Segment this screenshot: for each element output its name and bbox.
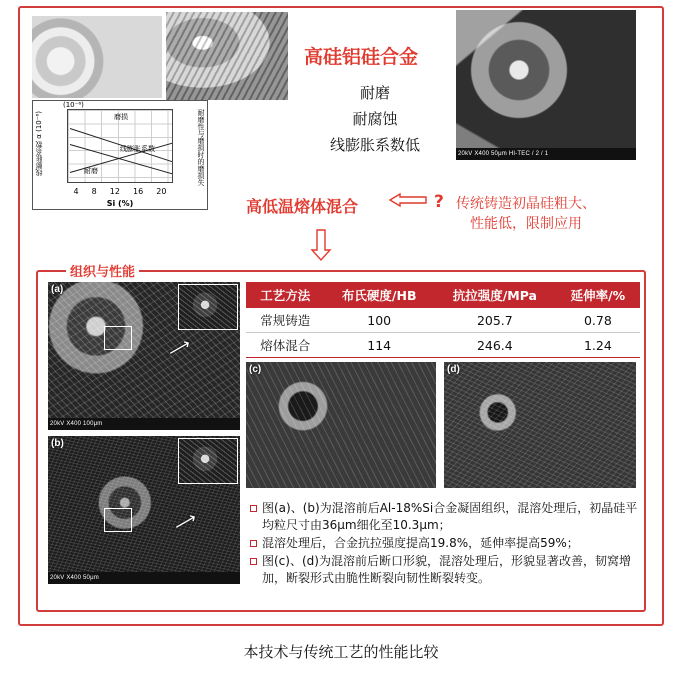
list-item xyxy=(250,553,638,587)
chart-plot-area xyxy=(67,109,173,183)
table-header-row xyxy=(246,282,640,308)
table-cell-hardness: 100 xyxy=(324,308,434,333)
chart-annotation-wear: 磨损 xyxy=(114,113,128,121)
list-item-text: 图(a)、(b)为混溶前后Al-18%Si合金凝固组织，混溶处理后，初晶硅平均粒尺寸由36μm细化至10.3μm； xyxy=(262,501,638,532)
photo-crystal-sem xyxy=(456,10,636,160)
chart-annotation-expansion: 线膨胀系数 xyxy=(120,145,155,153)
chart-exponent: (10⁻⁶) xyxy=(63,101,84,109)
list-item-text: 图(c)、(d)为混溶前后断口形貌，混溶处理后，形貌显著改善，韧窝增加，断裂形式由脆性断裂向韧性断裂转变。 xyxy=(262,554,631,585)
photo-a-label: (a) xyxy=(51,284,64,295)
photo-b-label: (b) xyxy=(51,438,64,449)
table-cell-strength: 205.7 xyxy=(434,308,556,333)
photo-b-roi xyxy=(104,508,132,532)
photo-a-inset xyxy=(178,284,238,330)
chart-xticks xyxy=(67,187,173,196)
list-item xyxy=(250,535,638,552)
chart-annotation-wear-resistance: 耐磨 xyxy=(84,167,98,175)
arrow-down-icon xyxy=(310,228,332,262)
table-row xyxy=(246,333,640,358)
table-header-elongation: 延伸率/% xyxy=(556,282,640,308)
table-header-method: 工艺方法 xyxy=(246,282,324,308)
table-cell-hardness: 114 xyxy=(324,333,434,358)
photo-d xyxy=(444,362,636,488)
chart-xtick: 8 xyxy=(91,187,97,196)
photo-b-inset xyxy=(178,438,238,484)
chart-xtick: 4 xyxy=(73,187,79,196)
page-title: 高硅铝硅合金 xyxy=(304,46,419,68)
findings-list xyxy=(250,500,638,588)
photo-pistons xyxy=(32,16,162,98)
table-cell-elongation: 0.78 xyxy=(556,308,640,333)
table-row xyxy=(246,308,640,333)
photo-a-scalebar: 20kV X400 100μm xyxy=(48,418,240,430)
chart-xtick: 12 xyxy=(109,187,120,196)
chart-ylabel-left: 线膨胀系数 α (10⁻⁶) xyxy=(35,111,43,176)
results-section-legend: 组织与性能 xyxy=(66,261,139,280)
slide-caption: 本技术与传统工艺的性能比较 xyxy=(243,643,439,661)
photo-c-label: (c) xyxy=(249,364,262,375)
traditional-note-line2: 性能低，限制应用 xyxy=(470,216,582,232)
table-header-strength: 抗拉强度/MPa xyxy=(434,282,556,308)
photo-d-label: (d) xyxy=(447,364,460,375)
chart-xtick: 16 xyxy=(133,187,144,196)
table-cell-elongation: 1.24 xyxy=(556,333,640,358)
chart-xtick: 20 xyxy=(156,187,167,196)
arrow-left-icon xyxy=(388,192,428,208)
table-cell-strength: 246.4 xyxy=(434,333,556,358)
table-cell-method: 常规铸造 xyxy=(246,308,324,333)
photo-a-arrow-icon: ⟶ xyxy=(164,333,194,362)
photo-c xyxy=(246,362,436,488)
feature-1: 耐磨 xyxy=(359,84,390,102)
melt-mixing-title: 高低温熔体混合 xyxy=(246,197,359,216)
table-header-hardness: 布氏硬度/HB xyxy=(324,282,434,308)
bullet-square-icon xyxy=(250,558,257,565)
photo-crystal-sem-scalebar: 20kV X400 50μm HI-TEC / 2 / 1 xyxy=(456,148,636,160)
table-cell-method: 熔体混合 xyxy=(246,333,324,358)
photo-cylinder-head xyxy=(166,12,288,100)
traditional-note-line1: 传统铸造初晶硅粗大、 xyxy=(456,196,596,212)
list-item xyxy=(250,500,638,534)
list-item-text: 混溶处理后，合金抗拉强度提高19.8%，延伸率提高59%； xyxy=(262,536,579,550)
photo-b-arrow-icon: ⟶ xyxy=(170,507,200,536)
expansion-wear-chart xyxy=(32,100,208,210)
chart-ylabel-right: 耐磨性与磨损时的磨损失 xyxy=(197,109,205,186)
bullet-square-icon xyxy=(250,505,257,512)
photo-b xyxy=(48,436,240,584)
photo-a-roi xyxy=(104,326,132,350)
question-mark: ? xyxy=(434,192,444,212)
feature-2: 耐腐蚀 xyxy=(352,110,398,128)
chart-xlabel: Si (%) xyxy=(106,199,134,208)
performance-table xyxy=(246,282,640,358)
feature-3: 线膨胀系数低 xyxy=(329,136,420,154)
photo-a xyxy=(48,282,240,430)
bullet-square-icon xyxy=(250,540,257,547)
photo-b-scalebar: 20kV X400 50μm xyxy=(48,572,240,584)
